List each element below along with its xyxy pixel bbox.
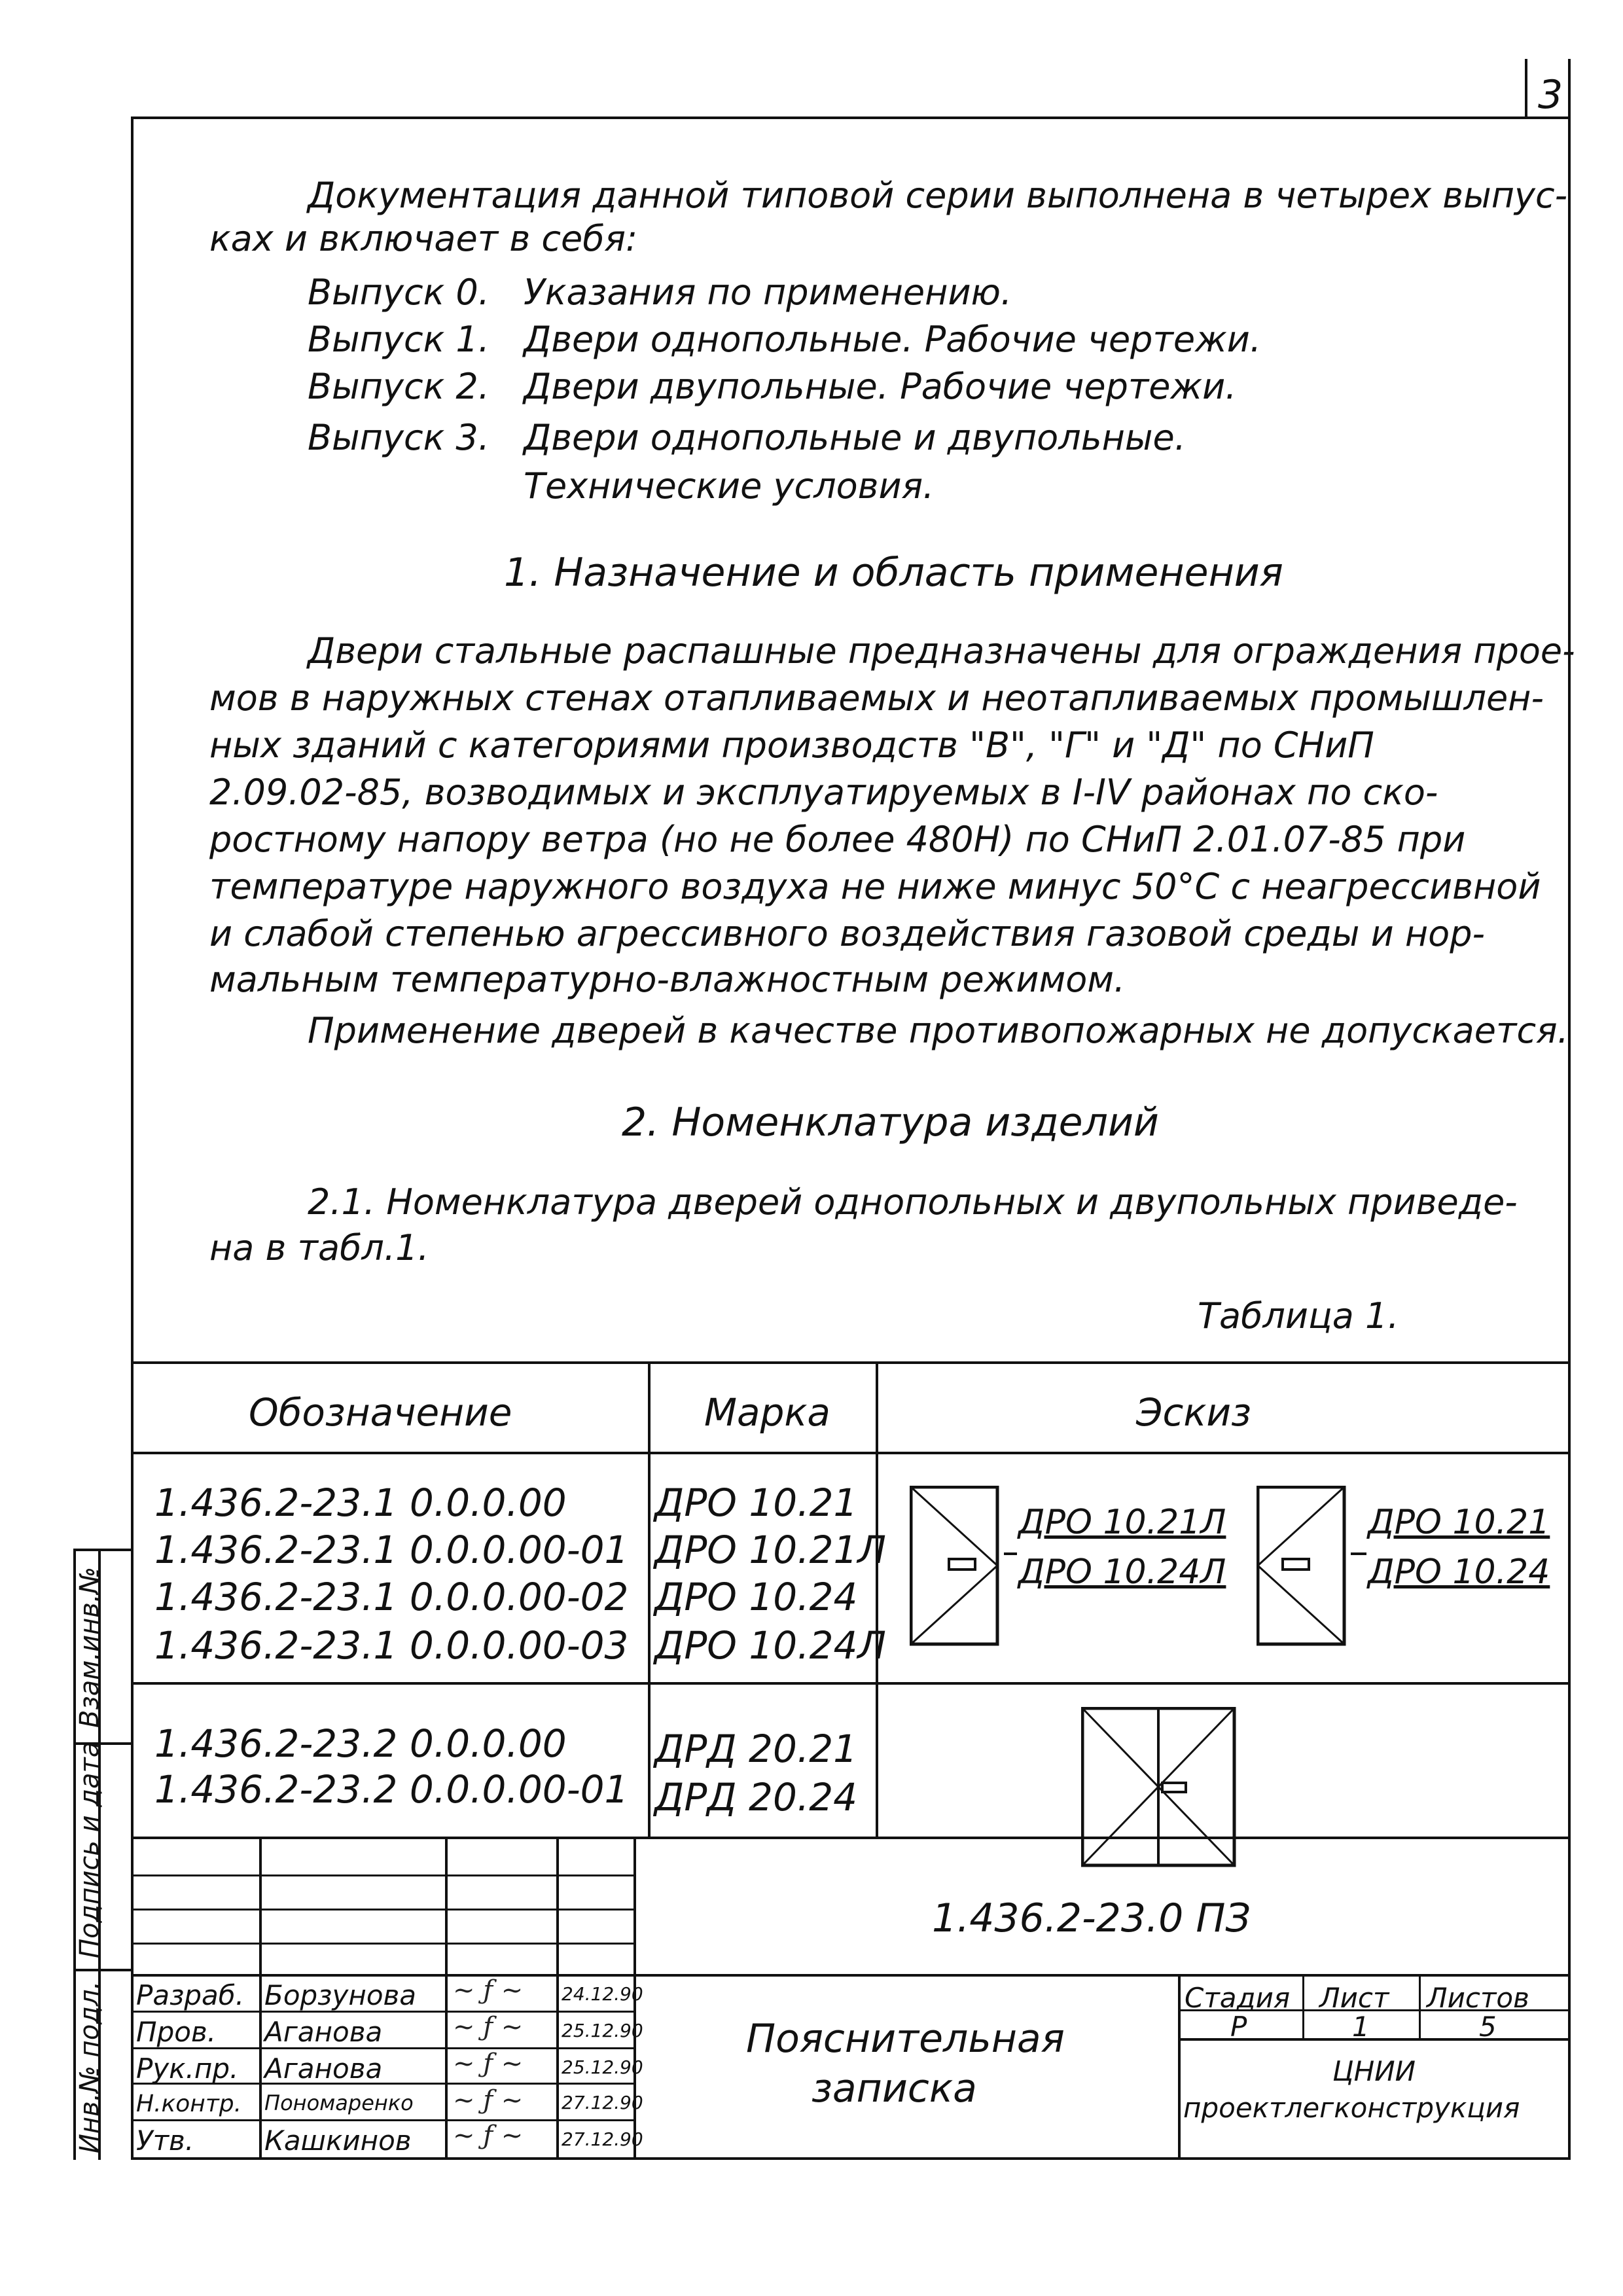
table-col-divider-1	[648, 1361, 651, 1839]
sketch-right-leader	[1351, 1552, 1366, 1555]
table-header-sketch: Эскиз	[1136, 1390, 1251, 1435]
signature-norm-control: ~ ƒ ~	[453, 2085, 524, 2115]
signature-developer: ~ ƒ ~	[453, 1975, 524, 2005]
date-approver: 27.12.90	[562, 2128, 643, 2150]
single-door-right-sketch	[1257, 1486, 1348, 1649]
sheets-value: 5	[1479, 2011, 1497, 2043]
issue-2-label: Выпуск 2.	[308, 366, 490, 407]
organization-line-2: проектлегконструкция	[1183, 2092, 1520, 2124]
table-row-designation: 1.436.2-23.1 0.0.0.00-01	[154, 1528, 629, 1572]
section-2-heading: 2. Номенклатура изделий	[622, 1100, 1159, 1145]
section-2-line-1: 2.1. Номенклатура дверей однопольных и двупольных приведе-	[308, 1181, 1518, 1223]
issue-0-text: Указания по применению.	[524, 272, 1012, 313]
frame-right	[1568, 59, 1571, 2160]
document-title-line-1: Пояснительная	[746, 2016, 1065, 2062]
sketch-right-top-label: ДРО 10.21	[1368, 1503, 1550, 1542]
table-header-bottom-line	[131, 1452, 1571, 1454]
table-col-divider-2	[876, 1361, 878, 1839]
date-checker: 25.12.90	[562, 2020, 643, 2041]
tb-stage-v1	[1302, 1974, 1304, 2039]
section-1-note: Применение дверей в качестве противопожарных не допускается.	[308, 1010, 1569, 1051]
issue-1-label: Выпуск 1.	[308, 319, 490, 360]
side-stamp-original-inventory: Инв.№ подл.	[75, 1981, 105, 2153]
name-checker: Аганова	[264, 2016, 383, 2048]
organization-line-1: ЦНИИ	[1332, 2055, 1416, 2087]
signature-approver: ~ ƒ ~	[453, 2121, 524, 2151]
table-row-mark: ДРД 20.24	[654, 1775, 858, 1820]
name-approver: Кашкинов	[264, 2125, 412, 2157]
tb-line-v2	[445, 1839, 448, 2160]
table-row-designation: 1.436.2-23.1 0.0.0.00-03	[154, 1623, 629, 1668]
sketch-left-leader	[1004, 1552, 1017, 1555]
table-top-line	[131, 1361, 1571, 1364]
issue-3-text: Двери однопольные и двупольные.	[524, 417, 1186, 458]
sketch-left-bottom-label: ДРО 10.24Л	[1018, 1552, 1226, 1592]
role-project-lead: Рук.пр.	[136, 2053, 239, 2085]
table-group-divider-line	[131, 1682, 1571, 1685]
table-row-mark: ДРО 10.21	[654, 1480, 858, 1525]
intro-line-2: ках и включает в себя:	[209, 218, 638, 259]
section-1-heading: 1. Назначение и область применения	[504, 550, 1283, 596]
table-label: Таблица 1.	[1198, 1295, 1399, 1336]
section-1-line-7: и слабой степенью агрессивного воздействия газовой среды и нор-	[209, 913, 1485, 954]
tb-line-v5	[1178, 1974, 1181, 2160]
date-norm-control: 27.12.90	[562, 2092, 643, 2113]
tb-line-h3	[131, 1943, 635, 1945]
role-checker: Пров.	[136, 2016, 217, 2048]
frame-bottom	[131, 2157, 1571, 2160]
section-1-line-1: Двери стальные распашные предназначены для ограждения прое-	[308, 630, 1575, 672]
tb-line-h4	[131, 1974, 1571, 1977]
date-project-lead: 25.12.90	[562, 2056, 643, 2078]
role-approver: Утв.	[136, 2125, 194, 2157]
role-norm-control: Н.контр.	[136, 2090, 242, 2117]
tb-line-h8	[131, 2119, 635, 2121]
name-project-lead: Аганова	[264, 2053, 383, 2085]
tb-stage-v2	[1419, 1974, 1421, 2039]
tb-line-v1	[259, 1839, 262, 2160]
intro-line-1: Документация данной типовой серии выполнена в четырех выпус-	[308, 175, 1568, 216]
section-1-line-8: мальным температурно-влажностным режимом.	[209, 959, 1126, 1000]
section-1-line-2: мов в наружных стенах отапливаемых и неотапливаемых промышлен-	[209, 677, 1544, 719]
issue-3-text-2: Технические условия.	[524, 465, 935, 507]
signature-project-lead: ~ ƒ ~	[453, 2049, 524, 2079]
page-number: 3	[1538, 72, 1563, 118]
section-1-line-4: 2.09.02-85, возводимых и эксплуатируемых в I-IV районах по ско-	[209, 772, 1438, 813]
document-code: 1.436.2-23.0 ПЗ	[932, 1895, 1251, 1941]
table-header-designation: Обозначение	[249, 1390, 512, 1435]
issue-1-text: Двери однопольные. Рабочие чертежи.	[524, 319, 1262, 360]
side-stamp-top	[73, 1549, 134, 1551]
issue-2-text: Двери двупольные. Рабочие чертежи.	[524, 366, 1237, 407]
signature-checker: ~ ƒ ~	[453, 2012, 524, 2042]
role-developer: Разраб.	[136, 1979, 245, 2011]
side-stamp-signature-date: Подпись и дата	[75, 1741, 105, 1958]
side-stamp-replace-inventory: Взам.инв.№	[75, 1566, 105, 1728]
name-norm-control: Пономаренко	[264, 2090, 414, 2115]
frame-left	[131, 117, 134, 2160]
sketch-right-bottom-label: ДРО 10.24	[1368, 1552, 1550, 1592]
sheet-header: Лист	[1319, 1982, 1389, 2014]
section-1-line-6: температуре наружного воздуха не ниже минус 50°С с неагрессивной	[209, 866, 1541, 907]
tb-line-h1	[131, 1874, 635, 1876]
stage-value: Р	[1230, 2011, 1247, 2043]
sheet-value: 1	[1352, 2011, 1370, 2043]
section-1-line-3: ных зданий с категориями производств "В", "Г" и "Д" по СНиП	[209, 725, 1374, 766]
section-2-line-2: на в табл.1.	[209, 1227, 429, 1268]
side-stamp-sep-2	[73, 1969, 134, 1971]
section-1-line-5: ростному напору ветра (но не более 480Н) по СНиП 2.01.07-85 при	[209, 819, 1466, 860]
single-door-left-sketch	[910, 1486, 1001, 1649]
table-row-mark: ДРО 10.24Л	[654, 1623, 887, 1668]
table-bottom-line	[131, 1837, 1571, 1839]
table-row-designation: 1.436.2-23.2 0.0.0.00-01	[154, 1767, 629, 1812]
table-row-mark: ДРО 10.24	[654, 1575, 858, 1619]
table-row-designation: 1.436.2-23.1 0.0.0.00-02	[154, 1575, 629, 1619]
date-developer: 24.12.90	[562, 1983, 643, 2005]
table-row-mark: ДРД 20.21	[654, 1727, 858, 1771]
issue-0-label: Выпуск 0.	[308, 272, 490, 313]
document-title-line-2: записка	[812, 2066, 977, 2111]
tb-line-h2	[131, 1909, 635, 1910]
table-row-mark: ДРО 10.21Л	[654, 1528, 887, 1572]
sheets-header: Листов	[1427, 1982, 1529, 2014]
name-developer: Борзунова	[264, 1979, 417, 2011]
stage-header: Стадия	[1185, 1982, 1291, 2014]
tb-line-v3	[556, 1839, 559, 2160]
table-row-designation: 1.436.2-23.2 0.0.0.00	[154, 1721, 567, 1766]
table-header-mark: Марка	[704, 1390, 830, 1435]
double-door-sketch	[1081, 1707, 1238, 1871]
issue-3-label: Выпуск 3.	[308, 417, 490, 458]
sketch-left-top-label: ДРО 10.21Л	[1018, 1503, 1226, 1542]
frame-top	[131, 117, 1571, 119]
table-row-designation: 1.436.2-23.1 0.0.0.00	[154, 1480, 567, 1525]
page-number-box-line	[1525, 59, 1527, 118]
